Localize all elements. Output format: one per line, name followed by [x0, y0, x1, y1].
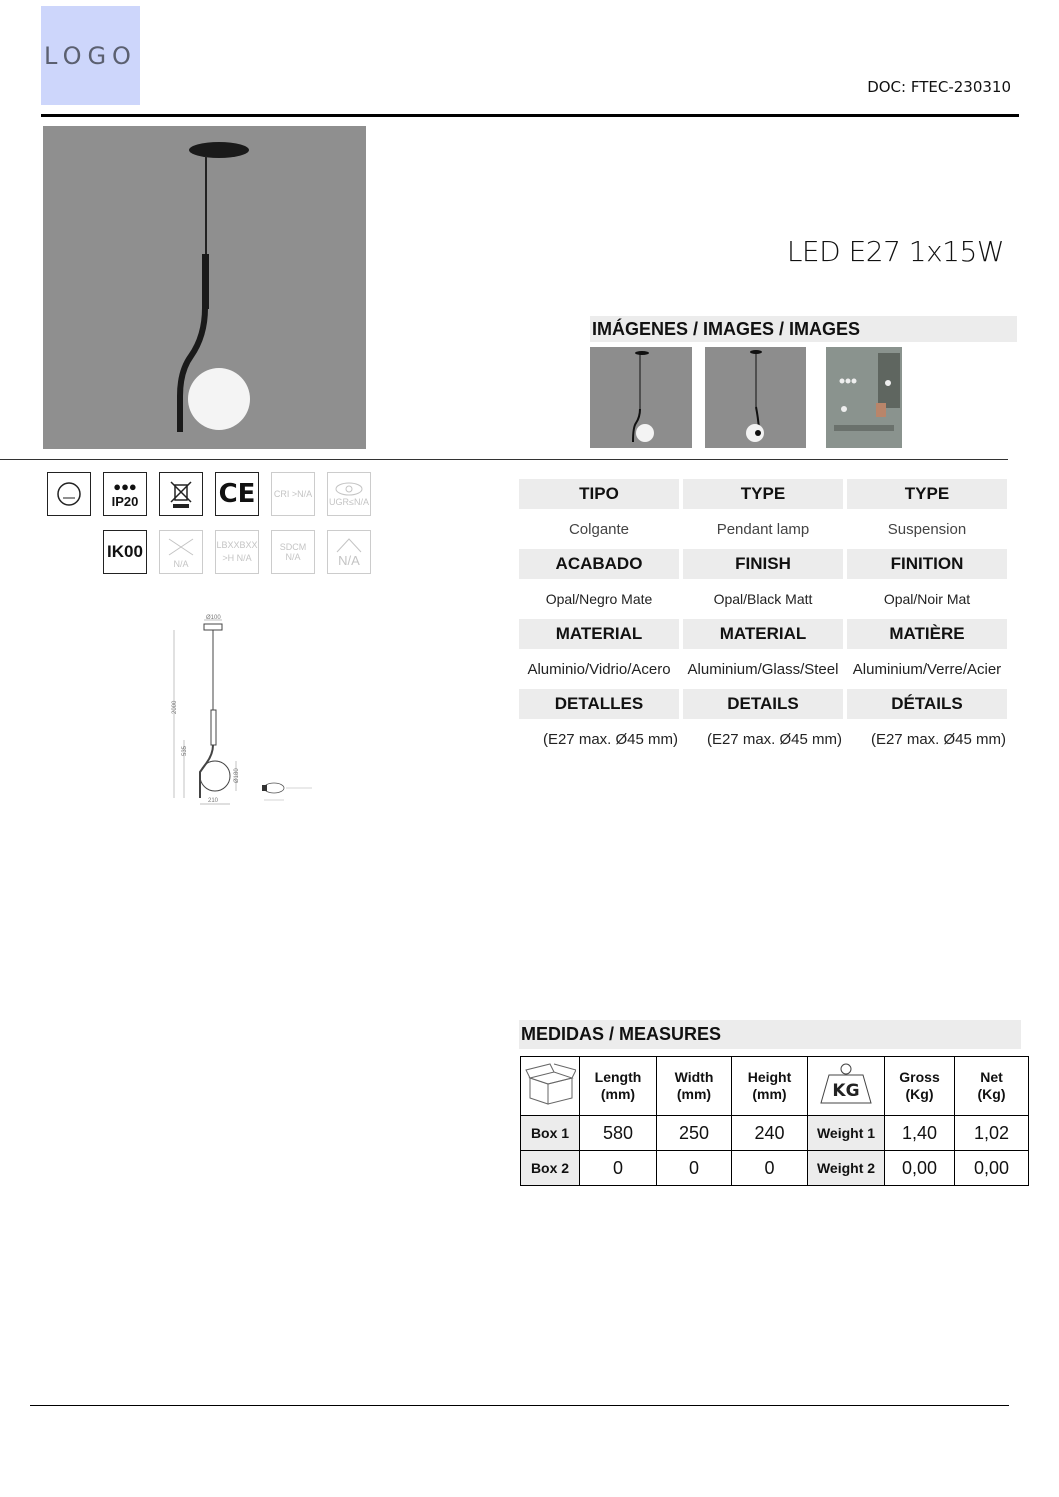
spec-value: Suspension [887, 520, 967, 538]
footer-divider [30, 1405, 1009, 1406]
width-cell: 0 [657, 1151, 732, 1186]
sdcm-label: SDCM N/A [279, 542, 307, 562]
header-divider [41, 114, 1019, 117]
spec-header: FINITION [847, 549, 1007, 579]
spec-value: Aluminium/Verre/Acier [852, 660, 1002, 678]
spec-header: DÉTAILS [847, 689, 1007, 719]
images-section-title: IMÁGENES / IMAGES / IMAGES [590, 316, 1017, 342]
technical-drawing [160, 610, 330, 810]
water-drops-icon: ●●● [113, 478, 137, 494]
product-model: LED E27 1x15W [786, 235, 1004, 268]
spec-header: ACABADO [519, 549, 679, 579]
spec-value: Pendant lamp [716, 520, 810, 538]
product-photo [43, 126, 366, 449]
beam-angle-icon [159, 530, 203, 574]
section-divider [0, 459, 1008, 460]
spec-header-row [519, 689, 1007, 719]
spec-value: Aluminium/Glass/Steel [687, 660, 839, 678]
gross-cell: 0,00 [885, 1151, 955, 1186]
spec-header: MATERIAL [519, 619, 679, 649]
triangle-label: N/A [338, 552, 360, 568]
thumbnail-2[interactable] [705, 347, 806, 448]
lbxx-icon [215, 530, 259, 574]
spec-header: DETALLES [519, 689, 679, 719]
ik-rating-label: IK00 [107, 542, 143, 561]
beam-angle-label: N/A [173, 559, 189, 569]
measures-table [520, 1056, 1029, 1186]
spec-value: Colgante [568, 520, 630, 538]
ik00-icon [103, 530, 147, 574]
spec-header-row [519, 619, 1007, 649]
spec-header: TIPO [519, 479, 679, 509]
gross-cell: 1,40 [885, 1116, 955, 1151]
spec-value-row [519, 649, 1007, 689]
spec-value: Opal/Noir Mat [883, 591, 971, 607]
spec-value: (E27 max. Ø45 mm) [706, 730, 842, 748]
kg-label: KG [832, 1081, 860, 1101]
spec-header: MATIÈRE [847, 619, 1007, 649]
net-cell: 1,02 [955, 1116, 1029, 1151]
spec-value-row [519, 509, 1007, 549]
spec-header: DETAILS [683, 689, 843, 719]
height-header: Height (mm) [732, 1057, 808, 1116]
spec-header-row [519, 549, 1007, 579]
lbxx-label: LBXXBXX >H N/A [216, 540, 258, 563]
thumbnail-1[interactable] [590, 347, 692, 448]
weight-kg-icon [808, 1057, 885, 1116]
measures-row [521, 1151, 1029, 1186]
spec-value-row [519, 719, 1007, 759]
measures-header-row [521, 1057, 1029, 1116]
dim-top: Ø100 [206, 615, 221, 621]
spec-value: Opal/Negro Mate [545, 591, 653, 607]
ip20-icon [103, 472, 147, 516]
length-cell: 580 [580, 1116, 657, 1151]
logo: LOGO [41, 6, 140, 105]
weee-bin-icon [159, 472, 203, 516]
net-header: Net (Kg) [955, 1057, 1029, 1116]
spec-value: Opal/Black Matt [713, 591, 813, 607]
spec-header: TYPE [847, 479, 1007, 509]
box-icon [521, 1057, 580, 1116]
weight-label: Weight 2 [808, 1151, 885, 1186]
dimmable-icon [47, 472, 91, 516]
spec-header: FINISH [683, 549, 843, 579]
dim-width: 210 [208, 798, 219, 804]
spec-value: Aluminio/Vidrio/Acero [527, 660, 671, 678]
ce-mark-icon: CE [215, 472, 259, 516]
specs-table [519, 479, 1015, 759]
ugr-eye-icon [327, 472, 371, 516]
width-cell: 250 [657, 1116, 732, 1151]
spec-value: (E27 max. Ø45 mm) [542, 730, 678, 748]
width-header: Width (mm) [657, 1057, 732, 1116]
triangle-warning-icon [327, 530, 371, 574]
box-label: Box 2 [521, 1151, 580, 1186]
measures-section-title: MEDIDAS / MEASURES [519, 1020, 1021, 1049]
length-cell: 0 [580, 1151, 657, 1186]
ugr-label: UGR≤N/A [329, 497, 369, 507]
box-label: Box 1 [521, 1116, 580, 1151]
spec-value-row [519, 579, 1007, 619]
length-header: Length (mm) [580, 1057, 657, 1116]
spec-header: TYPE [683, 479, 843, 509]
thumbnail-3[interactable] [826, 347, 902, 448]
sdcm-icon [271, 530, 315, 574]
cri-label: CRI >N/A [273, 489, 313, 499]
doc-number: DOC: FTEC-230310 [867, 78, 1011, 96]
spec-header-row [519, 479, 1007, 509]
measures-row [521, 1116, 1029, 1151]
height-cell: 0 [732, 1151, 808, 1186]
spec-value: (E27 max. Ø45 mm) [870, 730, 1006, 748]
ip-rating-label: IP20 [111, 493, 139, 509]
height-cell: 240 [732, 1116, 808, 1151]
dim-mid: 535 [182, 745, 188, 756]
gross-header: Gross (Kg) [885, 1057, 955, 1116]
dim-ball: Ø180 [234, 768, 240, 783]
cri-icon [271, 472, 315, 516]
dim-total: 2000 [172, 700, 178, 714]
net-cell: 0,00 [955, 1151, 1029, 1186]
weight-label: Weight 1 [808, 1116, 885, 1151]
spec-header: MATERIAL [683, 619, 843, 649]
